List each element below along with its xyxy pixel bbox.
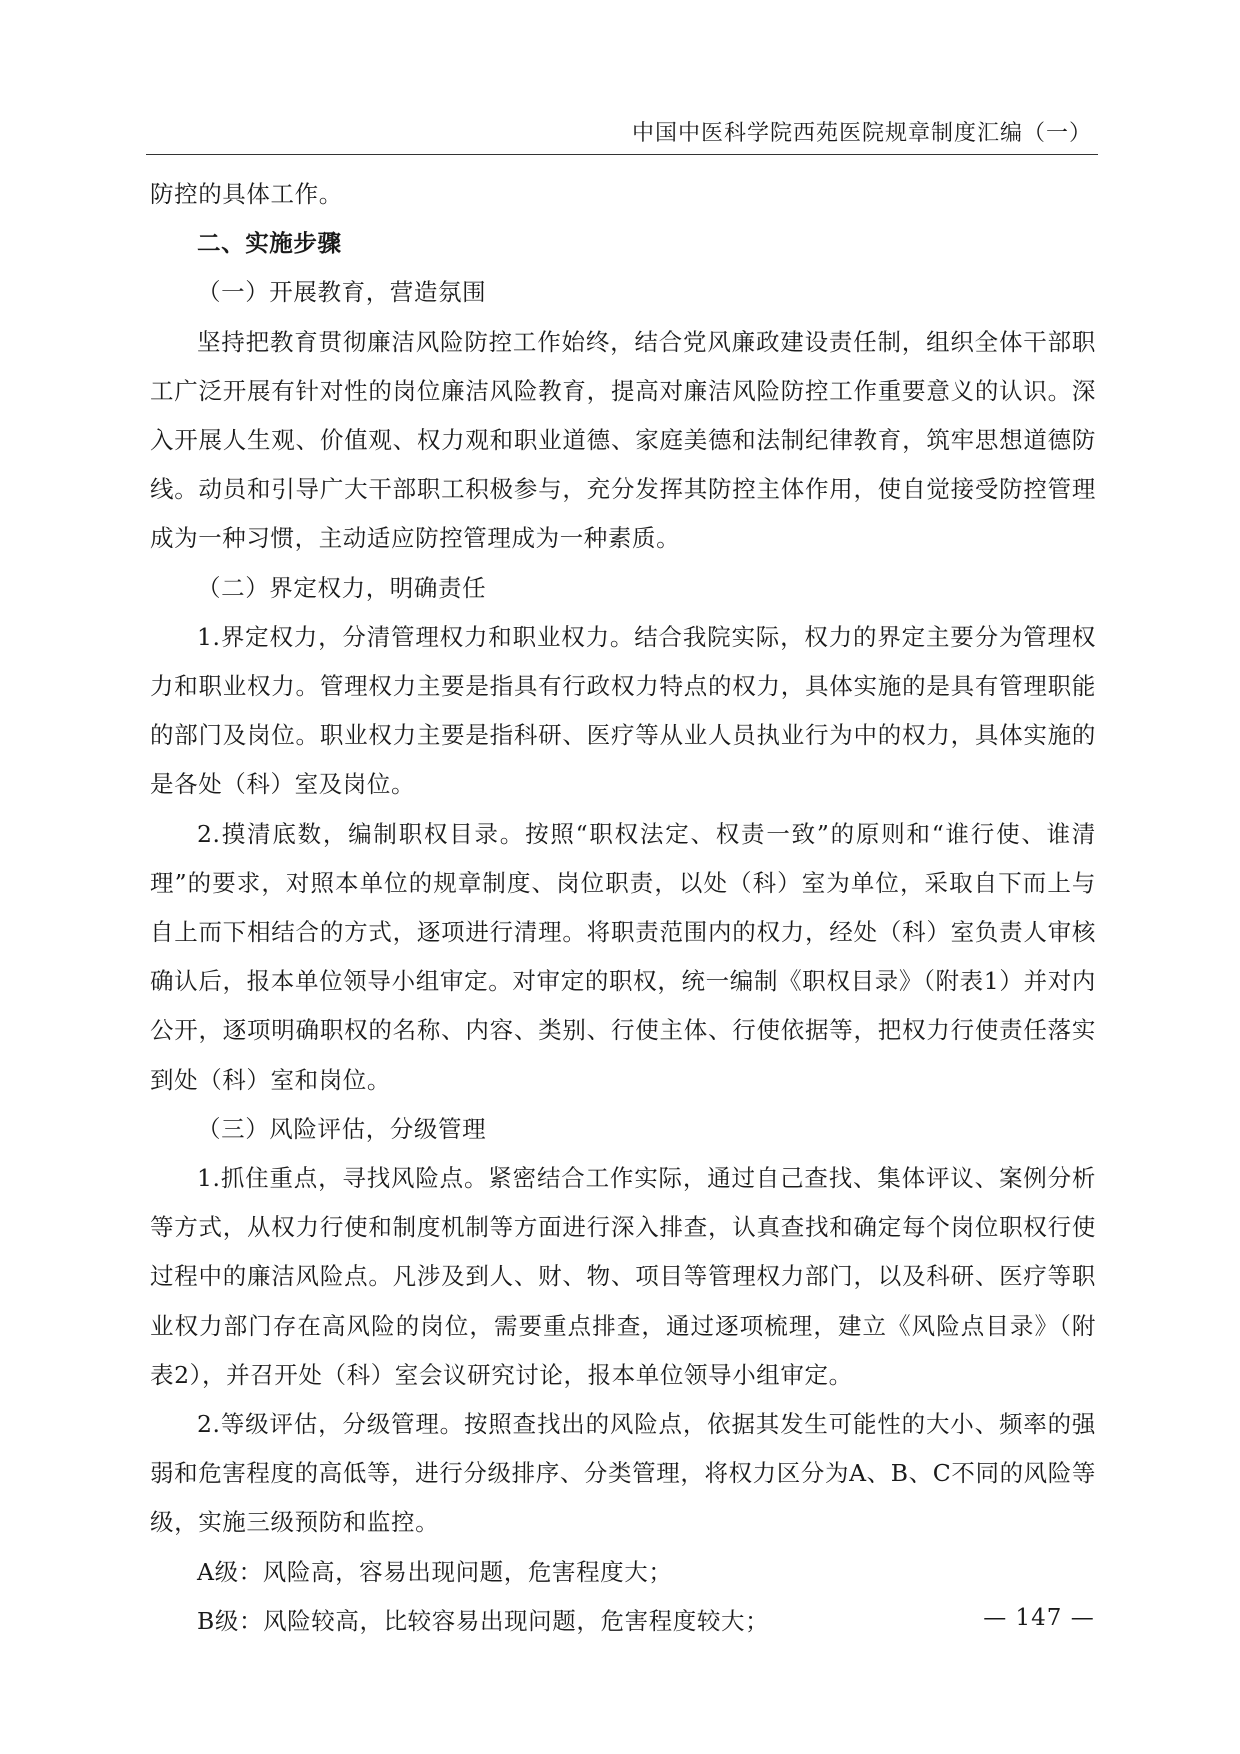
- page-content: [150, 170, 1096, 1646]
- section-heading: 二、实施步骤: [197, 229, 342, 258]
- subsection-heading-3: （三）风险评估，分级管理: [197, 1114, 487, 1143]
- paragraph-risk-levels: 2.等级评估，分级管理。按照查找出的风险点，依据其发生可能性的大小、频率的强弱和危害程度的高低等，进行分级排序、分类管理，将权力区分为A、B、C不同的风险等级，实施三级预防和监控。: [150, 1410, 1096, 1537]
- page-number: — 147 —: [983, 1605, 1095, 1631]
- running-header: [146, 112, 1098, 155]
- subsection-heading-2: （二）界定权力，明确责任: [197, 573, 487, 602]
- paragraph-define-power: 1.界定权力，分清管理权力和职业权力。结合我院实际，权力的界定主要分为管理权力和职业权力。管理权力主要是指具有行政权力特点的权力，具体实施的是具有管理职能的部门及岗位。职业权力主要是指科研、医疗等从业人员执业行为中的权力，具体实施的是各处（科）室及岗位。: [150, 622, 1096, 799]
- level-b-item: B级：风险较高，比较容易出现问题，危害程度较大；: [197, 1606, 770, 1635]
- subsection-heading-1: （一）开展教育，营造氛围: [197, 278, 487, 307]
- paragraph-risk-points: 1.抓住重点，寻找风险点。紧密结合工作实际，通过自己查找、集体评议、案例分析等方式，从权力行使和制度机制等方面进行深入排查，认真查找和确定每个岗位职权行使过程中的廉洁风险点。凡涉及到人、财、物、项目等管理权力部门，以及科研、医疗等职业权力部门存在高风险的岗位，需要重点排查，通过逐项梳理，建立《风险点目录》（附表2），并召开处（科）室会议研究讨论，报本单位领导小组审定。: [150, 1164, 1096, 1389]
- document-title: 中国中医科学院西苑医院规章制度汇编（一）: [631, 121, 1092, 146]
- level-a-item: A级：风险高，容易出现问题，危害程度大；: [197, 1557, 673, 1586]
- paragraph-power-catalog: 2.摸清底数，编制职权目录。按照“职权法定、权责一致”的原则和“谁行使、谁清理”的要求，对照本单位的规章制度、岗位职责，以处（科）室为单位，采取自下而上与自上而下相结合的方式，逐项进行清理。将职责范围内的权力，经处（科）室负责人审核确认后，报本单位领导小组审定。对审定的职权，统一编制《职权目录》（附表1）并对内公开，逐项明确职权的名称、内容、类别、行使主体、行使依据等，把权力行使责任落实到处（科）室和岗位。: [150, 819, 1096, 1094]
- continuation-paragraph: 防控的具体工作。: [150, 180, 343, 208]
- paragraph-education: 坚持把教育贯彻廉洁风险防控工作始终，结合党风廉政建设责任制，组织全体干部职工广泛开展有针对性的岗位廉洁风险教育，提高对廉洁风险防控工作重要意义的认识。深入开展人生观、价值观、权力观和职业道德、家庭美德和法制纪律教育，筑牢思想道德防线。动员和引导广大干部职工积极参与，充分发挥其防控主体作用，使自觉接受防控管理成为一种习惯，主动适应防控管理成为一种素质。: [150, 327, 1096, 553]
